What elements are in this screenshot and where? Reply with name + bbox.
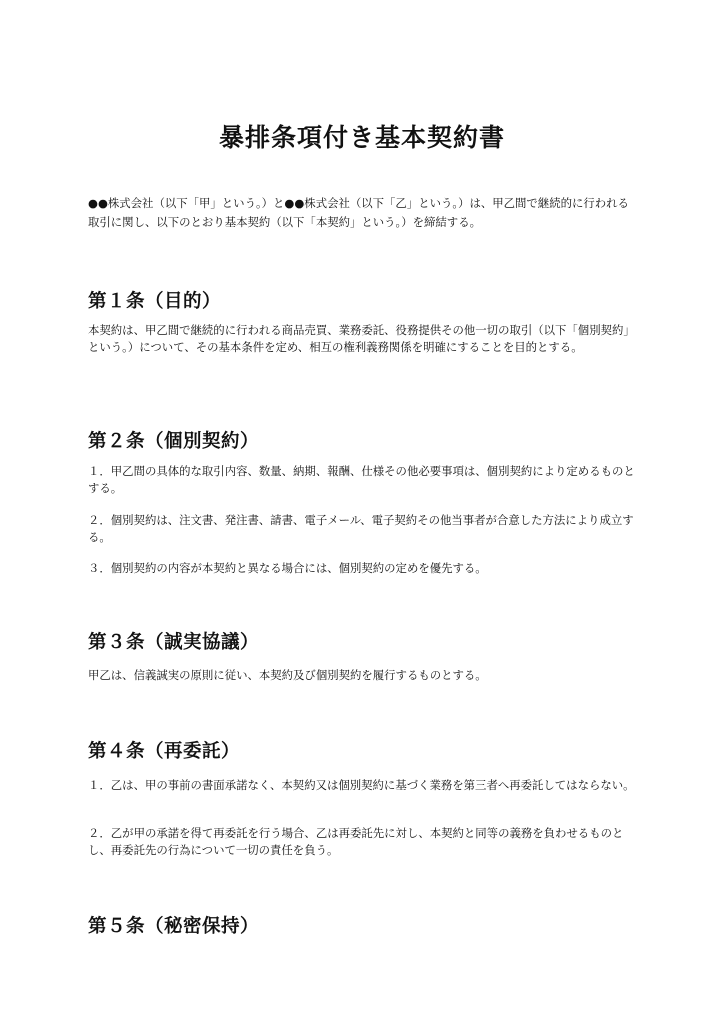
article-1-heading: 第１条（目的）: [88, 291, 222, 312]
article-3-paragraph-1: 甲乙は、信義誠実の原則に従い、本契約及び個別契約を履行するものとする。: [88, 668, 487, 682]
article-2-paragraph-1: １．甲乙間の具体的な取引内容、数量、納期、報酬、仕様その他必要事項は、個別契約により定めるものとする。: [88, 464, 635, 495]
article-2-paragraph-2: ２．個別契約は、注文書、発注書、請書、電子メール、電子契約その他当事者が合意した方法により成立する。: [88, 513, 634, 544]
article-4-heading: 第４条（再委託）: [88, 741, 241, 762]
document-title: 暴排条項付き基本契約書: [218, 123, 505, 152]
article-3-heading: 第３条（誠実協議）: [88, 632, 260, 653]
article-4-paragraph-1: １．乙は、甲の事前の書面承諾なく、本契約又は個別契約に基づく業務を第三者へ再委託してはならない。: [88, 778, 635, 792]
article-2-heading: 第２条（個別契約）: [88, 431, 260, 452]
article-2-paragraph-3: ３．個別契約の内容が本契約と異なる場合には、個別契約の定めを優先する。: [88, 561, 487, 575]
intro-paragraph: ●●株式会社（以下「甲」という。）と●●株式会社（以下「乙」という。）は、甲乙間で継続的に行われる取引に関し、以下のとおり基本契約（以下「本契約」という。）を締結する。: [88, 196, 629, 229]
article-5-heading: 第５条（秘密保持）: [88, 916, 260, 937]
article-1-paragraph-1: 本契約は、甲乙間で継続的に行われる商品売買、業務委託、役務提供その他一切の取引（以下「個別契約」という。）について、その基本条件を定め、相互の権利義務関係を明確にすることを目的とする。: [88, 323, 635, 354]
article-4-paragraph-2: ２．乙が甲の承諾を得て再委託を行う場合、乙は再委託先に対し、本契約と同等の義務を負わせるものとし、再委託先の行為について一切の責任を負う。: [88, 826, 624, 857]
